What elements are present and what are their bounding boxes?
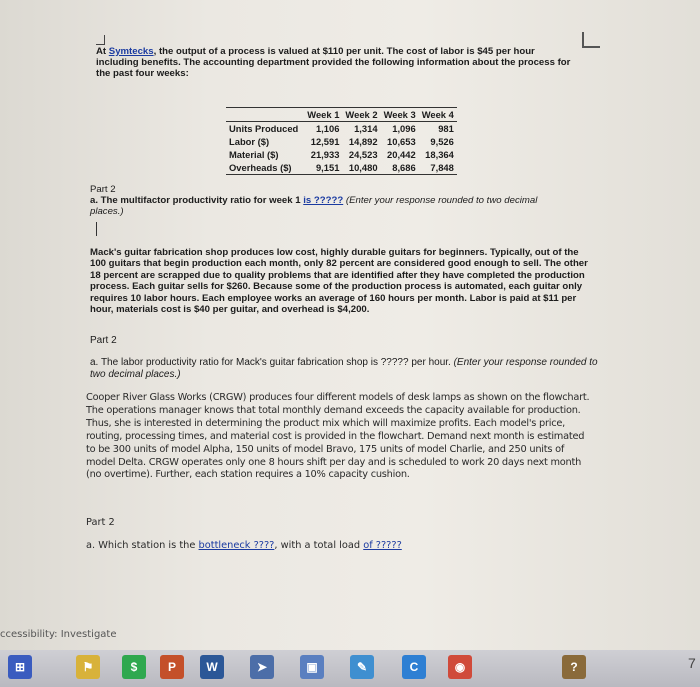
word-icon[interactable]: W	[200, 655, 224, 679]
table-header-cell	[226, 108, 304, 122]
powerpoint-icon[interactable]: P	[160, 655, 184, 679]
problem1-intro-rest: , the output of a process is valued at $110 per unit. The cost of labor is $45 per hour including benefits. The accounting department provided the following information about the process for the past four weeks:	[96, 46, 571, 79]
table-cell: 7,848	[419, 161, 457, 175]
problem2-question	[90, 357, 600, 381]
table-cell: 1,106	[315, 123, 340, 134]
row-label: Material ($)	[229, 149, 279, 160]
question-prefix: a. The multifactor productivity ratio for week 1	[90, 195, 304, 206]
arrow-app-icon[interactable]: ➤	[250, 655, 274, 679]
table-cell: 14,892	[348, 136, 378, 147]
table-cell: 24,523	[348, 149, 378, 160]
table-cell: 981	[438, 123, 454, 134]
bottleneck-dropdown[interactable]: bottleneck ????	[198, 540, 275, 551]
table-cell: 9,151	[304, 161, 342, 175]
handwritten-tick-mark	[96, 35, 105, 45]
problem3-text: Cooper River Glass Works (CRGW) produces four different models of desk lamps as shown on the flowchart. The operations manager knows that total monthly demand exceeds the capacity available for production. Thus, she is interested in determining the product mix which will maximize profits. Each model's price, routing, processing times, and material cost is provided in the flowchart. Demand next month is estimated to be 300 units of model Alpha, 150 units of model Bravo, 175 units of model Charlie, and 250 units of model Delta. CRGW operates only one 8 hours shift per day and is scheduled to work 20 days next month (no overtime). Further, each station requires a 10% capacity cushion.	[86, 392, 590, 481]
flag-icon[interactable]: ⚑	[76, 655, 100, 679]
table-cell: 8,686	[381, 161, 419, 175]
answer-dropdown[interactable]: is ?????	[303, 195, 344, 206]
table-header-cell: Week 4	[419, 108, 457, 122]
table-cell: 10,480	[342, 161, 380, 175]
problem1-question	[90, 195, 570, 217]
browser-c-icon[interactable]: C	[402, 655, 426, 679]
taskbar-number: 7	[688, 655, 696, 671]
table-cell: 9,526	[430, 136, 454, 147]
table-cell: 12,591	[310, 136, 340, 147]
problem2-text: Mack's guitar fabrication shop produces low cost, highly durable guitars for beginners. Typically, out of the 100 guitars that begin production each month, only 82 percent are considered good enough to sell. The other 18 percent are scrapped due to quality problems that are identified after they have completed the production process. Each guitar sells for $260. Because some of the production process is automated, each guitar only requires 10 labor hours. Each employee works an average of 160 hours per month. Labor is paid at $11 per hour, materials cost is $40 per guitar, and overhead is $4,200.	[90, 247, 588, 316]
rounding-note: (Enter your response rounded to two decimal places.)	[90, 357, 598, 380]
row-label: Units Produced	[229, 123, 299, 134]
process-data-table	[226, 107, 457, 175]
table-cell: 21,933	[310, 149, 340, 160]
problem1-part2	[90, 184, 570, 217]
table-cell: 1,096	[392, 123, 416, 134]
problem3-question	[86, 540, 402, 551]
table-row	[226, 148, 457, 161]
company-link[interactable]: Symtecks	[108, 46, 154, 57]
text-cursor	[96, 222, 97, 236]
row-label: Overheads ($)	[226, 161, 304, 175]
question-prefix: a. Which station is the	[86, 540, 199, 551]
windows-icon[interactable]: ⊞	[8, 655, 32, 679]
part-label: Part 2	[90, 184, 116, 195]
problem1-intro-prefix: At	[96, 46, 109, 57]
part-label: Part 2	[90, 335, 117, 346]
question-mid: , with a total load	[274, 540, 364, 551]
corner-mark	[582, 32, 600, 48]
row-label: Labor ($)	[229, 136, 270, 147]
rounding-note: (Enter your response rounded to two decimal places.)	[90, 195, 538, 217]
part-label: Part 2	[86, 517, 115, 528]
table-row	[226, 135, 457, 148]
table-row	[226, 122, 457, 136]
accessibility-status[interactable]: ccessibility: Investigate	[0, 629, 117, 640]
table-header-cell: Week 3	[381, 108, 419, 122]
total-load-dropdown[interactable]: of ?????	[363, 540, 402, 551]
question-text: a. The labor productivity ratio for Mack's guitar fabrication shop is ????? per hour.	[90, 357, 451, 368]
table-cell: 18,364	[425, 149, 454, 160]
table-cell: 20,442	[387, 149, 416, 160]
help-icon[interactable]: ?	[562, 655, 586, 679]
problem1-intro	[96, 46, 576, 79]
chrome-icon[interactable]: ◉	[448, 655, 472, 679]
dollar-app-icon[interactable]: $	[122, 655, 146, 679]
table-row	[226, 161, 457, 175]
table-header-row	[226, 108, 457, 122]
table-cell: 10,653	[387, 136, 416, 147]
table-header-cell: Week 1	[304, 108, 342, 122]
remote-desktop-icon[interactable]: ▣	[300, 655, 324, 679]
editor-icon[interactable]: ✎	[350, 655, 374, 679]
table-header-cell: Week 2	[342, 108, 380, 122]
table-cell: 1,314	[354, 123, 378, 134]
